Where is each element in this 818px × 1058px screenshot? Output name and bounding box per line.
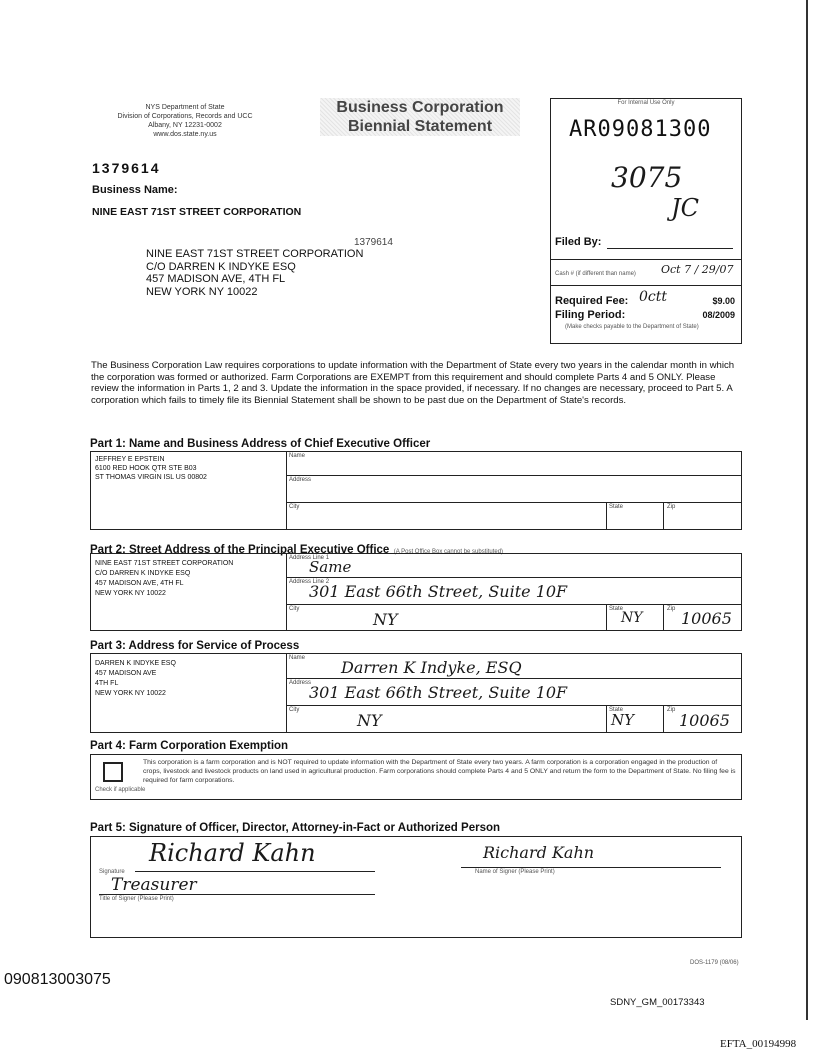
checks-note: (Make checks payable to the Department of State) (565, 324, 699, 330)
part2-printed-line-2: C/O DARREN K INDYKE ESQ (95, 570, 191, 577)
internal-use-box (550, 98, 742, 344)
address-line-3: 457 MADISON AVE, 4TH FL (146, 273, 286, 285)
scan-edge (806, 0, 808, 1020)
part2-divider (286, 554, 287, 630)
efta-number: EFTA_00194998 (720, 1038, 797, 1050)
part5-title: Part 5: Signature of Officer, Director, Attorney-in-Fact or Authorized Person (90, 822, 501, 834)
agency-line-1: NYS Department of State (145, 104, 225, 111)
cash-value: Oct 7 / 29/07 (661, 263, 734, 276)
agency-line-4: www.dos.state.ny.us (153, 131, 217, 138)
filing-period-value: 08/2009 (702, 310, 735, 320)
part3-divider (286, 654, 287, 732)
mailing-address (146, 248, 363, 298)
signer-title-label: Title of Signer (Please Print) (99, 896, 174, 902)
form-title (320, 98, 520, 136)
part1-zip-label: Zip (667, 504, 676, 510)
part3-name-value: Darren K Indyke, ESQ (341, 658, 522, 677)
part3-printed-line-3: 4TH FL (95, 680, 119, 687)
part4-box (90, 754, 742, 800)
part3-zip-value: 10065 (679, 711, 730, 730)
part2-printed-line-1: NINE EAST 71ST STREET CORPORATION (95, 560, 234, 567)
part3-city-label: City (289, 707, 300, 713)
required-fee-label: Required Fee: (555, 295, 629, 307)
part2-zip-label: Zip (667, 606, 676, 612)
part3-printed-line-1: DARREN K INDYKE ESQ (95, 660, 176, 667)
part3-row-line-2 (286, 705, 741, 706)
form-title-line-2: Biennial Statement (347, 118, 493, 135)
box-divider-2 (551, 285, 741, 286)
part1-address-label: Address (289, 477, 312, 483)
filed-by-line (607, 248, 733, 249)
signer-name-label: Name of Signer (Please Print) (475, 869, 555, 875)
part2-printed (95, 559, 233, 599)
part3-printed (95, 659, 176, 699)
part3-box (90, 653, 742, 733)
part2-row-line-2 (286, 604, 741, 605)
filing-stamp: AR09081300 (569, 117, 712, 142)
part3-printed-line-2: 457 MADISON AVE (95, 670, 157, 677)
hand-mark: JC (671, 194, 699, 222)
part1-printed-line-1: JEFFREY E EPSTEIN (95, 456, 165, 463)
part1-city-label: City (289, 504, 300, 510)
part3-address-value: 301 East 66th Street, Suite 10F (309, 683, 568, 702)
part2-line2-label: Address Line 2 (289, 579, 330, 585)
required-fee-hand: 0ctt (639, 289, 667, 305)
required-fee-value: $9.00 (712, 296, 735, 306)
signer-title-hand: Treasurer (111, 875, 197, 895)
bates-number: SDNY_GM_00173343 (610, 997, 705, 1008)
part1-row-line-2 (286, 502, 741, 503)
address-line-2: C/O DARREN K INDYKE ESQ (146, 260, 296, 273)
farm-checkbox[interactable] (103, 762, 123, 782)
part1-printed (95, 455, 207, 482)
part2-city-value: NY (373, 610, 398, 629)
part1-zip-divider (663, 502, 664, 529)
part2-row-line-1 (286, 577, 741, 578)
part3-state-value: NY (611, 711, 635, 729)
part2-box (90, 553, 742, 631)
filed-by-label: Filed By: (555, 236, 602, 248)
part2-note: (A Post Office Box cannot be substituted) (393, 549, 504, 555)
part2-title: Part 2: Street Address of the Principal Executive Office (90, 544, 390, 556)
form-title-line-1: Business Corporation (336, 99, 504, 116)
signature-label: Signature (99, 869, 125, 875)
part1-divider (286, 452, 287, 529)
part4-text: This corporation is a farm corporation and is NOT required to update information with the Department of State every two years. A farm corporation is a corporation engaged in the production of crops, livestock and livestock products on land used in agricultural production. Farm corporations should complete Parts 4 and 5 ONLY and return the form to the Department of State. No filing fee is required for farm corporations. (143, 759, 736, 784)
dos-id: 1379614 (92, 160, 161, 176)
part2-zip-value: 10065 (681, 609, 732, 628)
signature-line (135, 871, 375, 872)
signer-name-hand: Richard Kahn (483, 843, 595, 862)
address-line-1: NINE EAST 71ST STREET CORPORATION (146, 248, 364, 260)
check-if-applicable-label: Check if applicable (95, 787, 146, 793)
part2-city-label: City (289, 606, 300, 612)
cash-label: Cash # (if different than name) (555, 271, 636, 277)
part3-state-divider (606, 705, 607, 732)
part2-line1-value: Same (309, 558, 352, 576)
address-line-4: NEW YORK NY 10022 (146, 285, 258, 298)
part3-title: Part 3: Address for Service of Process (90, 640, 300, 652)
part5-box (90, 836, 742, 938)
barcode-number: 090813003075 (4, 971, 111, 988)
agency-header (100, 103, 270, 139)
internal-use-label: For Internal Use Only (617, 100, 675, 106)
agency-line-2: Division of Corporations, Records and UCC (117, 113, 253, 120)
business-name-label: Business Name: (92, 184, 178, 196)
part3-printed-line-4: NEW YORK NY 10022 (95, 690, 166, 697)
part2-state-label: State (609, 606, 624, 612)
part2-printed-line-3: 457 MADISON AVE, 4TH FL (95, 580, 184, 587)
part1-state-label: State (609, 504, 624, 510)
signer-name-line (461, 867, 721, 868)
part1-row-line-1 (286, 475, 741, 476)
signature-hand: Richard Kahn (149, 839, 316, 867)
part3-address-label: Address (289, 680, 312, 686)
form-number: DOS-1179 (08/06) (690, 960, 739, 966)
box-divider-1 (551, 259, 741, 260)
address-id: 1379614 (354, 237, 393, 248)
part2-zip-divider (663, 604, 664, 630)
hand-number: 3075 (611, 161, 683, 194)
part1-printed-line-2: 6100 RED HOOK QTR STE B03 (95, 465, 197, 472)
part2-line2-value: 301 East 66th Street, Suite 10F (309, 582, 568, 601)
part3-state-label: State (609, 707, 624, 713)
part1-box (90, 451, 742, 530)
part1-printed-line-3: ST THOMAS VIRGIN ISL US 00802 (95, 474, 207, 481)
intro-paragraph: The Business Corporation Law requires corporations to update information with the Department of State every two years in the calendar month in which the corporation was formed or authorized. Farm Corporations are EXEMPT from this requirement and should complete Parts 4 and 5 ONLY. Please review the information in Parts 1, 2 and 3. Update the information in the space provided, if necessary. If no changes are necessary, proceed to Part 5. A corporation which fails to timely file its Biennial Statement shall be shown to be past due on the Department of State's records. (91, 360, 735, 406)
signer-title-line (99, 894, 375, 895)
part4-title: Part 4: Farm Corporation Exemption (90, 740, 289, 752)
filing-period-label: Filing Period: (555, 309, 626, 321)
agency-line-3: Albany, NY 12231-0002 (148, 122, 222, 129)
part3-row-line-1 (286, 678, 741, 679)
part3-zip-divider (663, 705, 664, 732)
part3-name-label: Name (289, 655, 306, 661)
part2-state-value: NY (621, 610, 643, 626)
business-name: NINE EAST 71ST STREET CORPORATION (92, 206, 302, 218)
part3-city-value: NY (357, 711, 382, 730)
part1-title: Part 1: Name and Business Address of Chief Executive Officer (90, 438, 431, 450)
part1-name-label: Name (289, 453, 306, 459)
part3-zip-label: Zip (667, 707, 676, 713)
part2-printed-line-4: NEW YORK NY 10022 (95, 590, 166, 597)
part1-state-divider (606, 502, 607, 529)
part2-line1-label: Address Line 1 (289, 555, 330, 561)
part2-state-divider (606, 604, 607, 630)
